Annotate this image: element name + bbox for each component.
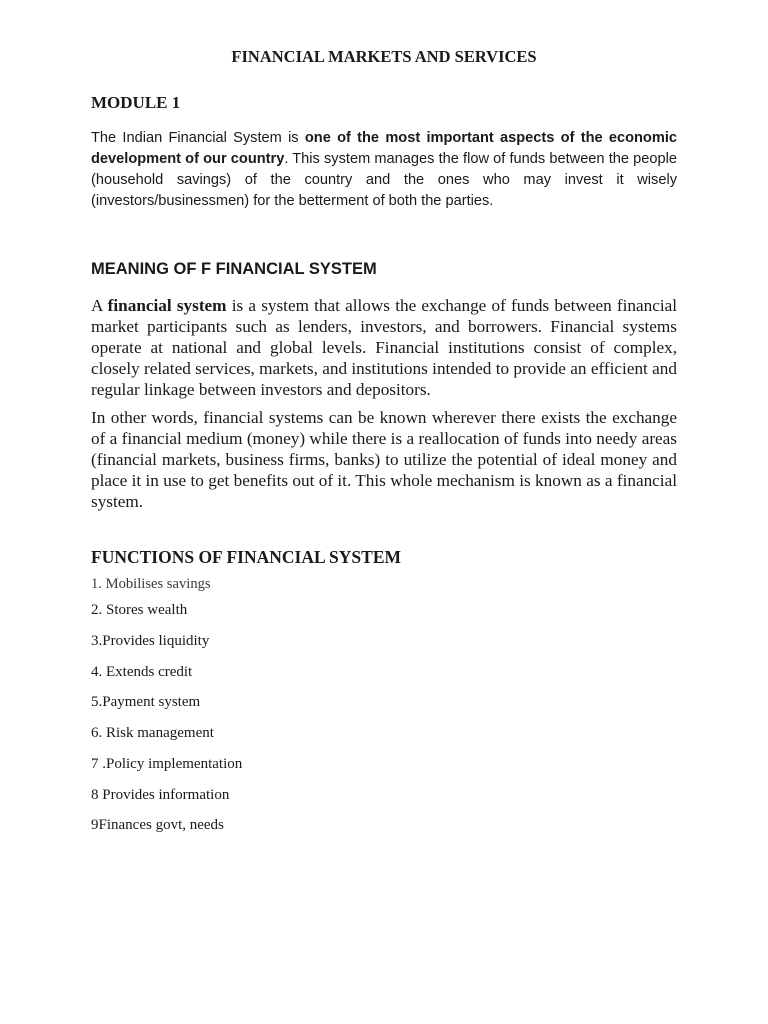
- intro-text-prefix: The Indian Financial System is: [91, 130, 305, 146]
- intro-text-suffix: . This system manages the flow of funds between the people (household savings) of the country and the ones who may invest it wisely (investors/businessmen) for the betterment of both the parties.: [91, 151, 677, 209]
- function-list-item: 7 .Policy implementation: [91, 756, 243, 772]
- function-list-item: 6. Risk management: [91, 725, 214, 741]
- meaning-paragraph-2: In other words, financial systems can be known wherever there exists the exchange of a financial medium (money) while there is a reallocation of funds into needy areas (financial markets, business firms, banks) to utilize the potential of ideal money and place it in use to get benefits out of it. This whole mechanism is known as a financial system.: [91, 408, 677, 511]
- meaning-text-bold: financial system: [107, 296, 227, 315]
- functions-heading: FUNCTIONS OF FINANCIAL SYSTEM: [91, 547, 402, 567]
- function-list-item: 9Finances govt, needs: [91, 817, 224, 833]
- function-list-item: 1. Mobilises savings: [91, 576, 211, 592]
- meaning-heading: MEANING OF F FINANCIAL SYSTEM: [91, 260, 377, 278]
- meaning-paragraph-1: [91, 295, 677, 400]
- function-list-item: 5.Payment system: [91, 694, 201, 710]
- module-heading: MODULE 1: [91, 93, 181, 112]
- function-list-item: 8 Provides information: [91, 787, 230, 803]
- document-title: FINANCIAL MARKETS AND SERVICES: [231, 47, 537, 66]
- meaning-text-prefix: A: [91, 296, 108, 315]
- intro-text-bold: one of the most important aspects of the economic development of our country: [91, 130, 677, 167]
- meaning-text-suffix: is a system that allows the exchange of funds between financial market participants such as lenders, investors, and borrowers. Financial systems operate at national and global levels. Financial institutions consist of complex, closely related services, markets, and institutions intended to provide an efficient and regular linkage between investors and depositors.: [91, 296, 677, 399]
- function-list-item: 3.Provides liquidity: [91, 633, 210, 649]
- intro-paragraph: [91, 128, 677, 212]
- function-list-item: 4. Extends credit: [91, 664, 193, 680]
- function-list-item: 2. Stores wealth: [91, 602, 188, 618]
